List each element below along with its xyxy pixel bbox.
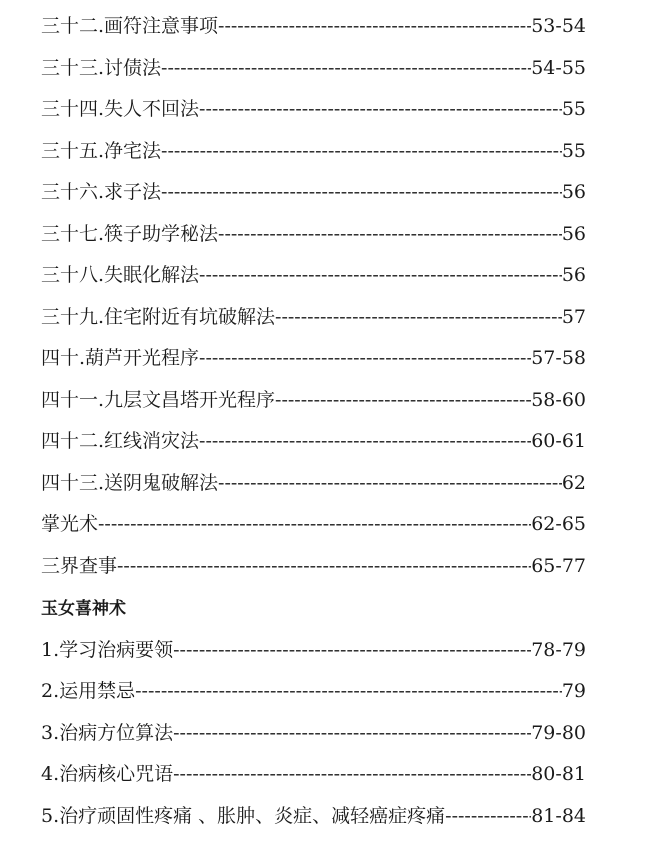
toc-entry-title: 四十.葫芦开光程序	[41, 347, 200, 369]
toc-entry	[41, 12, 586, 40]
toc-entry-title: 三十五.净宅法	[41, 140, 162, 162]
toc-dot-leader	[218, 220, 562, 248]
toc-dot-leader	[161, 54, 531, 82]
toc-entry-pages: 80-81	[531, 763, 586, 785]
toc-entry-title: 四十二.红线消灾法	[41, 430, 200, 452]
toc-entry-title: 三十四.失人不回法	[41, 98, 200, 120]
toc-entry-pages: 55	[561, 140, 586, 162]
toc-entry-pages: 79-80	[531, 722, 586, 744]
toc-entry	[41, 303, 586, 331]
toc-entry-pages: 54-55	[531, 57, 586, 79]
toc-entry	[41, 54, 586, 82]
toc-entry-title: 1.学习治病要领	[41, 639, 174, 661]
toc-entry	[41, 386, 586, 414]
toc-dot-leader	[98, 510, 531, 538]
toc-entry-pages: 65-77	[531, 555, 586, 577]
toc-entry-pages: 58-60	[531, 389, 586, 411]
toc-entry-pages: 56	[561, 181, 586, 203]
toc-entry-pages: 56	[561, 264, 586, 286]
toc-dot-leader	[173, 636, 531, 664]
toc-dot-leader	[275, 303, 562, 331]
toc-entry	[41, 552, 586, 580]
toc-entry	[41, 95, 586, 123]
toc-entry-title: 三十九.住宅附近有坑破解法	[41, 306, 276, 328]
toc-entry	[41, 802, 586, 830]
toc-entry-title: 三十二.画符注意事项	[41, 15, 219, 37]
toc-entry-pages: 62-65	[531, 513, 586, 535]
toc-entry-title: 5.治疗顽固性疼痛 、胀肿、炎症、减轻癌症疼痛	[41, 805, 446, 827]
toc-dot-leader	[117, 552, 531, 580]
toc-entry-title: 三十三.讨债法	[41, 57, 162, 79]
toc-dot-leader	[199, 261, 562, 289]
toc-entry	[41, 719, 586, 747]
toc-entry-pages: 79	[561, 680, 586, 702]
toc-entry-pages: 62	[561, 472, 586, 494]
toc-dot-leader	[161, 178, 562, 206]
toc-dot-leader	[135, 677, 562, 705]
toc-dot-leader	[173, 719, 531, 747]
toc-entry	[41, 220, 586, 248]
toc-entry-title: 3.治病方位算法	[41, 722, 174, 744]
toc-entry-pages: 57	[561, 306, 586, 328]
toc-entry-title: 4.治病核心咒语	[41, 763, 174, 785]
toc-entry-title: 四十三.送阴鬼破解法	[41, 472, 219, 494]
toc-entry	[41, 427, 586, 455]
toc-dot-leader	[173, 760, 531, 788]
toc-dot-leader	[199, 95, 562, 123]
toc-dot-leader	[218, 12, 531, 40]
toc-entry-pages: 53-54	[531, 15, 586, 37]
toc-entry	[41, 469, 586, 497]
toc-entry-pages: 57-58	[531, 347, 586, 369]
toc-entry-pages: 55	[561, 98, 586, 120]
toc-entry-pages: 81-84	[531, 805, 586, 827]
toc-entry-title: 2.运用禁忌	[41, 680, 136, 702]
toc-dot-leader	[161, 137, 562, 165]
toc-entry-pages: 60-61	[531, 430, 586, 452]
toc-dot-leader	[199, 427, 531, 455]
toc-entry-title: 三十八.失眠化解法	[41, 264, 200, 286]
toc-entry	[41, 261, 586, 289]
toc-dot-leader	[445, 802, 531, 830]
toc-entry-title: 掌光术	[41, 513, 99, 535]
toc-entry-title: 四十一.九层文昌塔开光程序	[41, 389, 276, 411]
toc-entry-pages: 56	[561, 223, 586, 245]
toc-entry-pages: 78-79	[531, 639, 586, 661]
toc-dot-leader	[275, 386, 531, 414]
toc-entry	[41, 760, 586, 788]
toc-entry-title: 三十六.求子法	[41, 181, 162, 203]
toc-entry	[41, 178, 586, 206]
toc-entry	[41, 677, 586, 705]
toc-entry-title: 三十七.筷子助学秘法	[41, 223, 219, 245]
toc-entry	[41, 137, 586, 165]
toc-dot-leader	[218, 469, 562, 497]
toc-dot-leader	[199, 344, 531, 372]
section-heading: 玉女喜神术	[41, 599, 126, 619]
toc-entry	[41, 344, 586, 372]
toc-entry	[41, 636, 586, 664]
toc-entry	[41, 510, 586, 538]
toc-entry-title: 三界查事	[41, 555, 118, 577]
